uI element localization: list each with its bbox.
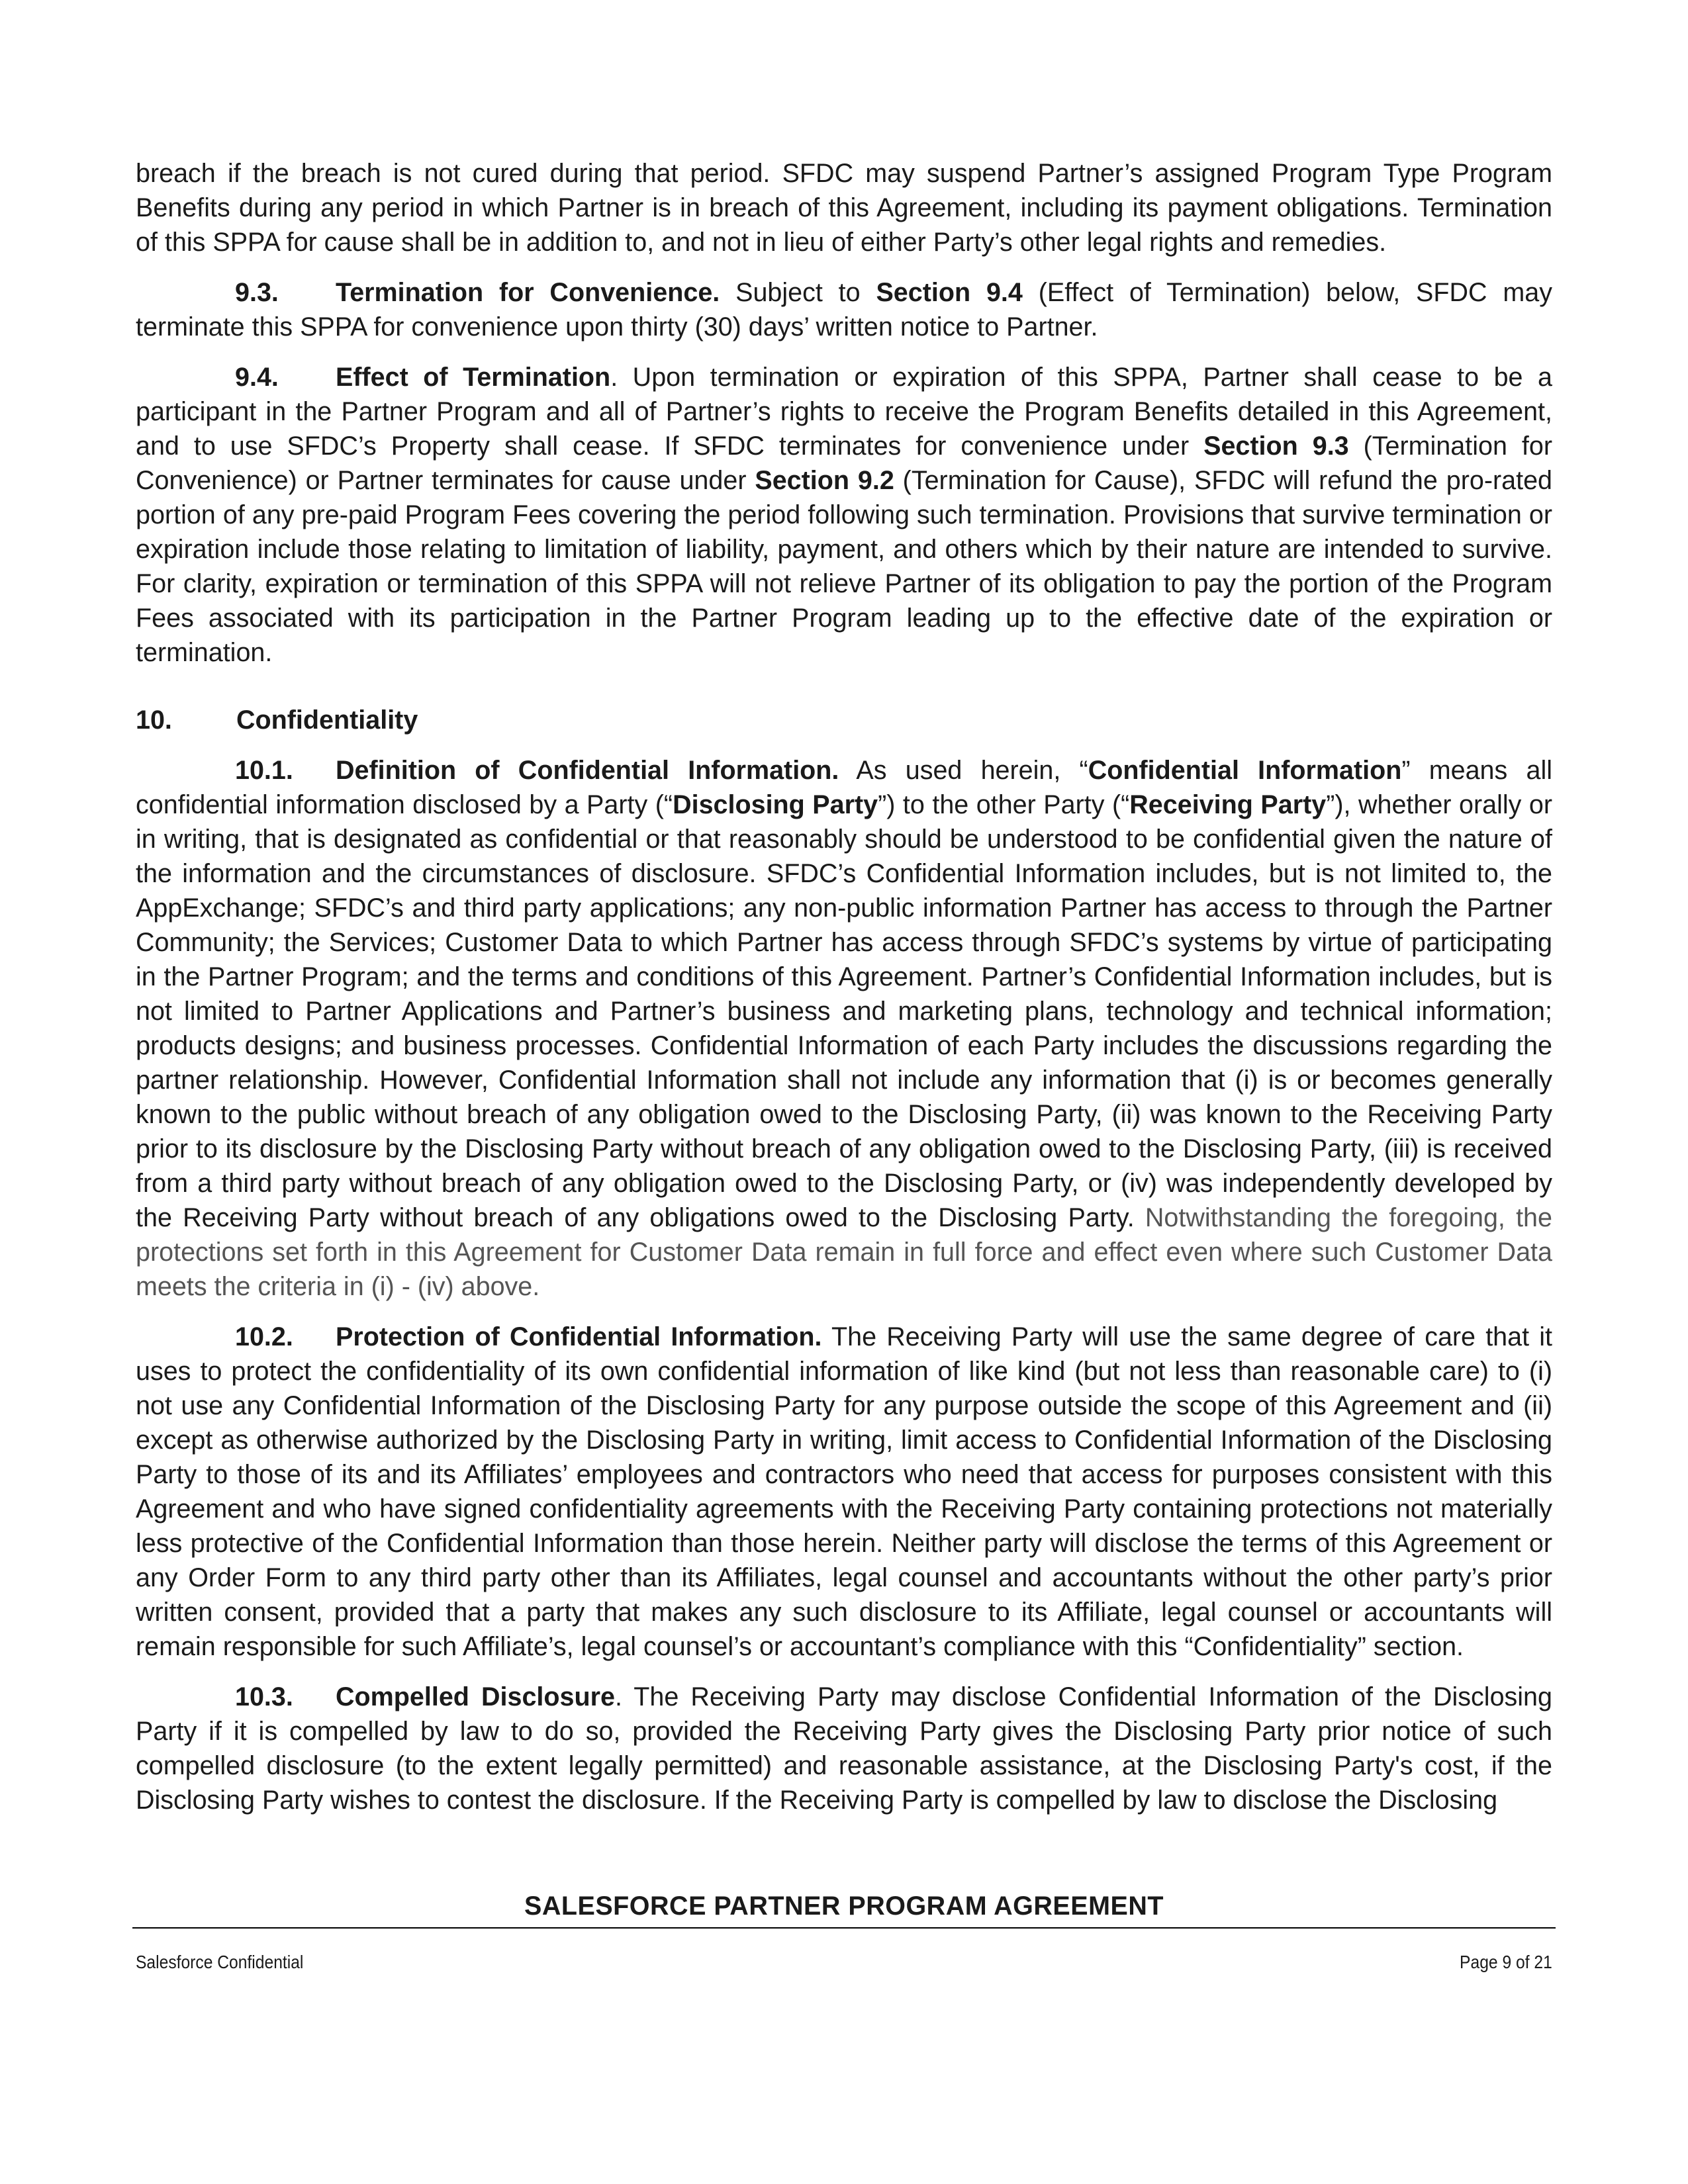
paragraph-9-2-continued: breach if the breach is not cured during that period. SFDC may suspend Partner’s assigned Program Type Program Benefits during any period in which Partner is in breach of this Agreement, including its payment obligations. Termination of this SPPA for cause shall be in addition to, and not in lieu of either Party’s other legal rights and remedies. — [136, 159, 1552, 257]
footer-title: SALESFORCE PARTNER PROGRAM AGREEMENT — [524, 1891, 1164, 1921]
section-9-3: 9.3. Termination for Convenience. Subject to Section 9.4 (Effect of Termination) below, SFDC may terminate this SPPA for convenience upon thirty (30) days’ written notice to Partner. — [136, 275, 1552, 344]
section-reference: Section 9.4 — [876, 278, 1023, 307]
section-title: Definition of Confidential Information. — [336, 756, 839, 785]
defined-term: Disclosing Party — [673, 790, 878, 819]
section-title: Protection of Confidential Information. — [336, 1322, 822, 1351]
section-10-2: 10.2. Protection of Confidential Information. The Receiving Party will use the same degree of care that it uses to protect the confidentiality of its own confidential information of like kind (but not less than reasonable care) to (i) not use any Confidential Information of the Disclosing Party for any purpose outside the scope of this Agreement and (ii) except as otherwise authorized by the Disclosing Party in writing, limit access to Confidential Information of the Disclosing Party to those of its and its Affiliates’ employees and contractors who need that access for purposes consistent with this Agreement and who have signed confidentiality agreements with the Receiving Party containing protections not materially less protective of the Confidential Information than those herein. Neither party will disclose the terms of this Agreement or any Order Form to any third party other than its Affiliates, legal counsel and accountants without the other party’s prior written consent, provided that a party that makes any such disclosure to its Affiliate, legal counsel or accountants will remain responsible for such Affiliate’s, legal counsel’s or accountant’s compliance with this “Confidentiality” section. — [136, 1320, 1552, 1664]
footer-divider — [132, 1927, 1556, 1929]
section-number: 9.4. — [235, 363, 279, 392]
section-10-3: 10.3. Compelled Disclosure. The Receiving Party may disclose Confidential Information of the Disclosing Party if it is compelled by law to do so, provided the Receiving Party gives the Disclosing Party prior notice of such compelled disclosure (to the extent legally permitted) and reasonable assistance, at the Disclosing Party's cost, if the Disclosing Party wishes to contest the disclosure. If the Receiving Party is compelled by law to disclose the Disclosing — [136, 1680, 1552, 1817]
section-title: Compelled Disclosure — [336, 1682, 615, 1711]
section-reference: Section 9.3 — [1203, 432, 1349, 461]
section-title: Effect of Termination — [336, 363, 611, 392]
section-title: Confidentiality — [236, 705, 418, 735]
section-9-4: 9.4. Effect of Termination. Upon termination or expiration of this SPPA, Partner shall cease to be a participant in the Partner Program and all of Partner’s rights to receive the Program Benefits detailed in this Agreement, and to use SFDC’s Property shall cease. If SFDC terminates for convenience under Section 9.3 (Termination for Convenience) or Partner terminates for cause under Section 9.2 (Termination for Cause), SFDC will refund the pro-rated portion of any pre-paid Program Fees covering the period following such termination. Provisions that survive termination or expiration include those relating to limitation of liability, payment, and others which by their nature are intended to survive. For clarity, expiration or termination of this SPPA will not relieve Partner of its obligation to pay the portion of the Program Fees associated with its participation in the Partner Program leading up to the effective date of the expiration or termination. — [136, 360, 1552, 670]
section-10-1: 10.1. Definition of Confidential Information. As used herein, “Confidential Information” means all confidential information disclosed by a Party (“Disclosing Party”) to the other Party (“Receiving Party”), whether orally or in writing, that is designated as confidential or that reasonably should be understood to be confidential given the nature of the information and the circumstances of disclosure. SFDC’s Confidential Information includes, but is not limited to, the AppExchange; SFDC’s and third party applications; any non-public information Partner has access to through the Partner Community; the Services; Customer Data to which Partner has access through SFDC’s systems by virtue of participating in the Partner Program; and the terms and conditions of this Agreement. Partner’s Confidential Information includes, but is not limited to Partner Applications and Partner’s business and marketing plans, technology and technical information; products designs; and business processes. Confidential Information of each Party includes the discussions regarding the partner relationship. However, Confidential Information shall not include any information that (i) is or becomes generally known to the public without breach of any obligation owed to the Disclosing Party, (ii) was known to the Receiving Party prior to its disclosure by the Disclosing Party without breach of any obligation owed to the Disclosing Party, (iii) is received from a third party without breach of any obligation owed to the Disclosing Party, or (iv) was independently developed by the Receiving Party without breach of any obligations owed to the Disclosing Party. Notwithstanding the foregoing, the protections set forth in this Agreement for Customer Data remain in full force and effect even where such Customer Data meets the criteria in (i) - (iv) above. — [136, 753, 1552, 1304]
footer-confidential-label: Salesforce Confidential — [136, 1952, 304, 1972]
section-title: Termination for Convenience. — [336, 278, 720, 307]
defined-term: Receiving Party — [1129, 790, 1327, 819]
page-number: Page 9 of 21 — [1460, 1952, 1552, 1972]
document-body — [136, 156, 1552, 1817]
section-reference: Section 9.2 — [755, 466, 894, 495]
customer-data-note: Notwithstanding the foregoing, the protections set forth in this Agreement for Customer Data remain in full force and effect even where such Customer Data meets the criteria in (i) - (iv) above. — [136, 1203, 1552, 1301]
section-10-heading — [136, 703, 1552, 737]
section-number: 10.1. — [235, 756, 293, 785]
section-number: 9.3. — [235, 278, 279, 307]
section-number: 10. — [136, 705, 172, 735]
defined-term: Confidential Information — [1088, 756, 1402, 785]
section-number: 10.3. — [235, 1682, 293, 1711]
section-number: 10.2. — [235, 1322, 293, 1351]
